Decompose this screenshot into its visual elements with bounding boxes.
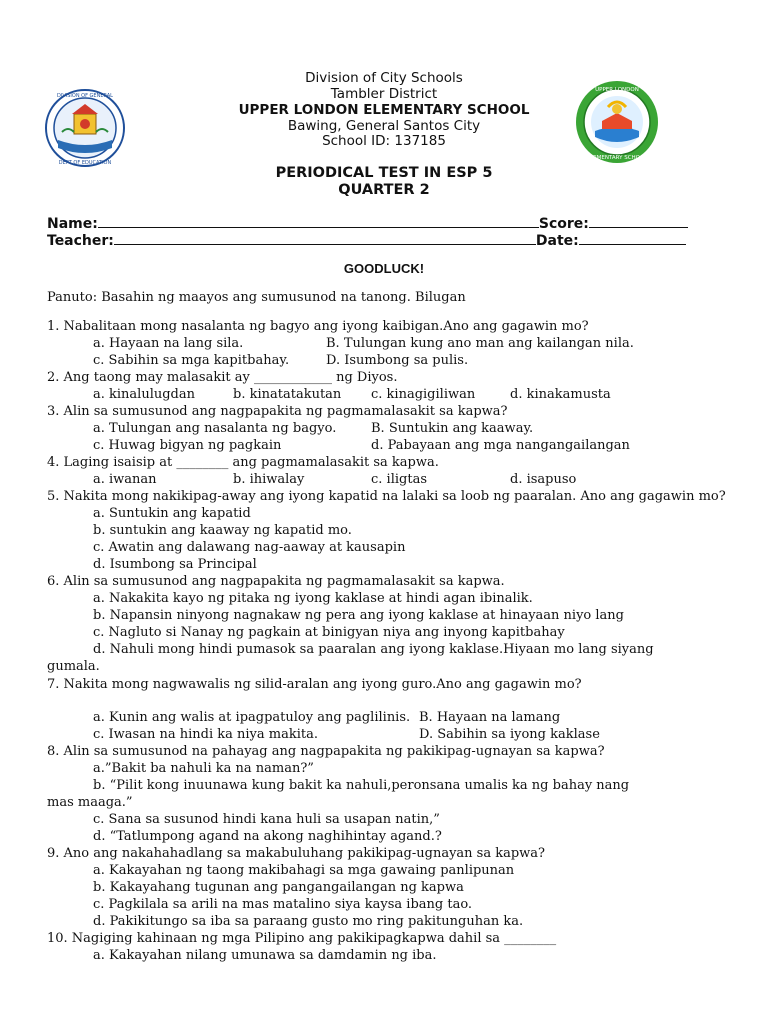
question-7: 7. Nakita mong nagwawalis ng silid-aralan ang iyong guro.Ano ang gagawin mo?: [47, 677, 582, 692]
score-label: Score:: [538, 216, 589, 232]
q6-choice-d[interactable]: d. Nahuli mong hindi pumasok sa paaralan ang iyong kaklase.Hiyaan mo lang siyang: [93, 642, 654, 657]
question-5: 5. Nakita mong nakikipag-away ang iyong kapatid na lalaki sa loob ng paaralan. Ano ang gagawin mo?: [47, 489, 726, 504]
q8-choice-c[interactable]: c. Sana sa susunod hindi kana huli sa usapan natin,”: [93, 812, 440, 827]
q2-choice-a[interactable]: a. kinalulugdan: [93, 387, 196, 402]
question-10: 10. Nagiging kahinaan ng mga Pilipino ang pakikipagkapwa dahil sa ________: [47, 931, 557, 946]
teacher-field[interactable]: [47, 232, 686, 249]
svg-text:UPPER LONDON: UPPER LONDON: [595, 87, 639, 93]
date-label: Date:: [535, 233, 579, 249]
q4-choice-d[interactable]: d. isapuso: [510, 472, 577, 487]
q2-choice-c[interactable]: c. kinagigiliwan: [371, 387, 476, 402]
q4-choice-c[interactable]: c. iligtas: [371, 472, 427, 487]
q4-choice-a[interactable]: a. iwanan: [93, 472, 157, 487]
teacher-label: Teacher:: [47, 233, 114, 249]
q6-choice-d-continued: gumala.: [47, 659, 100, 674]
q6-choice-c[interactable]: c. Nagluto si Nanay ng pagkain at binigyan niya ang inyong kapitbahay: [93, 625, 565, 640]
svg-text:DIVISION OF GENERAL: DIVISION OF GENERAL: [57, 93, 113, 99]
q7-choice-a[interactable]: a. Kunin ang walis at ipagpatuloy ang paglilinis.: [93, 710, 411, 725]
name-line[interactable]: [98, 215, 539, 228]
q7-choice-b[interactable]: B. Hayaan na lamang: [419, 710, 561, 725]
test-title: PERIODICAL TEST IN ESP 5: [275, 165, 493, 181]
q3-choice-d[interactable]: d. Pabayaan ang mga nangangailangan: [371, 438, 630, 453]
q6-choice-b[interactable]: b. Napansin ninyong nagnakaw ng pera ang iyong kaklase at hinayaan niyo lang: [93, 608, 624, 623]
question-3: 3. Alin sa sumusunod ang nagpapakita ng pagmamalasakit sa kapwa?: [47, 404, 508, 419]
question-1: 1. Nabalitaan mong nasalanta ng bagyo ang iyong kaibigan.Ano ang gagawin mo?: [47, 319, 589, 334]
q9-choice-d[interactable]: d. Pakikitungo sa iba sa paraang gusto mo ring pakitunguhan ka.: [93, 914, 524, 929]
question-8: 8. Alin sa sumusunod na pahayag ang nagpapakita ng pakikipag-ugnayan sa kapwa?: [47, 744, 605, 759]
q8-choice-b[interactable]: b. “Pilit kong inuunawa kung bakit ka nahuli,peronsana umalis ka ng bahay nang: [93, 778, 630, 793]
district-line: Tambler District: [330, 86, 438, 102]
school-name: UPPER LONDON ELEMENTARY SCHOOL: [238, 102, 530, 118]
q4-choice-b[interactable]: b. ihiwalay: [233, 472, 305, 487]
division-line: Division of City Schools: [305, 70, 463, 86]
q5-choice-c[interactable]: c. Awatin ang dalawang nag-aaway at kausapin: [93, 540, 406, 555]
question-2: 2. Ang taong may malasakit ay ____________ ng Diyos.: [47, 370, 398, 385]
q1-choice-a[interactable]: a. Hayaan na lang sila.: [93, 336, 244, 351]
q1-choice-d[interactable]: D. Isumbong sa pulis.: [326, 353, 469, 368]
goodluck-text: GOODLUCK!: [343, 261, 425, 276]
name-field[interactable]: [47, 215, 688, 232]
q7-choice-d[interactable]: D. Sabihin sa iyong kaklase: [419, 727, 600, 742]
svg-text:ELEMENTARY SCHOOL: ELEMENTARY SCHOOL: [586, 155, 648, 161]
q1-choice-c[interactable]: c. Sabihin sa mga kapitbahay.: [93, 353, 290, 368]
question-4: 4. Laging isaisip at ________ ang pagmamalasakit sa kapwa.: [47, 455, 439, 470]
q3-choice-b[interactable]: B. Suntukin ang kaaway.: [371, 421, 534, 436]
score-line[interactable]: [589, 215, 688, 228]
q9-choice-a[interactable]: a. Kakayahan ng taong makibahagi sa mga gawaing panlipunan: [93, 863, 515, 878]
q3-choice-c[interactable]: c. Huwag bigyan ng pagkain: [93, 438, 282, 453]
school-id: School ID: 137185: [322, 133, 446, 149]
q6-choice-a[interactable]: a. Nakakita kayo ng pitaka ng iyong kaklase at hindi agan ibinalik.: [93, 591, 533, 606]
test-quarter: QUARTER 2: [338, 182, 430, 198]
q8-choice-d[interactable]: d. “Tatlumpong agand na akong naghihintay agand.?: [93, 829, 442, 844]
q5-choice-d[interactable]: d. Isumbong sa Principal: [93, 557, 257, 572]
q3-choice-a[interactable]: a. Tulungan ang nasalanta ng bagyo.: [93, 421, 337, 436]
q9-choice-c[interactable]: c. Pagkilala sa arili na mas matalino siya kaysa ibang tao.: [93, 897, 473, 912]
q5-choice-a[interactable]: a. Suntukin ang kapatid: [93, 506, 251, 521]
q5-choice-b[interactable]: b. suntukin ang kaaway ng kapatid mo.: [93, 523, 352, 538]
q8-choice-b-continued: mas maaga.”: [47, 795, 133, 810]
name-label: Name:: [47, 216, 98, 232]
q2-choice-d[interactable]: d. kinakamusta: [510, 387, 611, 402]
q10-choice-a[interactable]: a. Kakayahan nilang umunawa sa damdamin ng iba.: [93, 948, 437, 963]
instructions: Panuto: Basahin ng maayos ang sumusunod na tanong. Bilugan: [47, 290, 466, 305]
teacher-line[interactable]: [114, 232, 536, 245]
svg-text:DEPT OF EDUCATION: DEPT OF EDUCATION: [58, 160, 112, 166]
q7-choice-c[interactable]: c. Iwasan na hindi ka niya makita.: [93, 727, 318, 742]
question-6: 6. Alin sa sumusunod ang nagpapakita ng pagmamalasakit sa kapwa.: [47, 574, 505, 589]
q9-choice-b[interactable]: b. Kakayahang tugunan ang pangangailangan ng kapwa: [93, 880, 464, 895]
question-9: 9. Ano ang nakahahadlang sa makabuluhang pakikipag-ugnayan sa kapwa?: [47, 846, 546, 861]
school-address: Bawing, General Santos City: [287, 118, 481, 134]
date-line[interactable]: [579, 232, 686, 245]
q2-choice-b[interactable]: b. kinatatakutan: [233, 387, 342, 402]
q8-choice-a[interactable]: a.”Bakit ba nahuli ka na naman?”: [93, 761, 314, 776]
q1-choice-b[interactable]: B. Tulungan kung ano man ang kailangan nila.: [326, 336, 634, 351]
